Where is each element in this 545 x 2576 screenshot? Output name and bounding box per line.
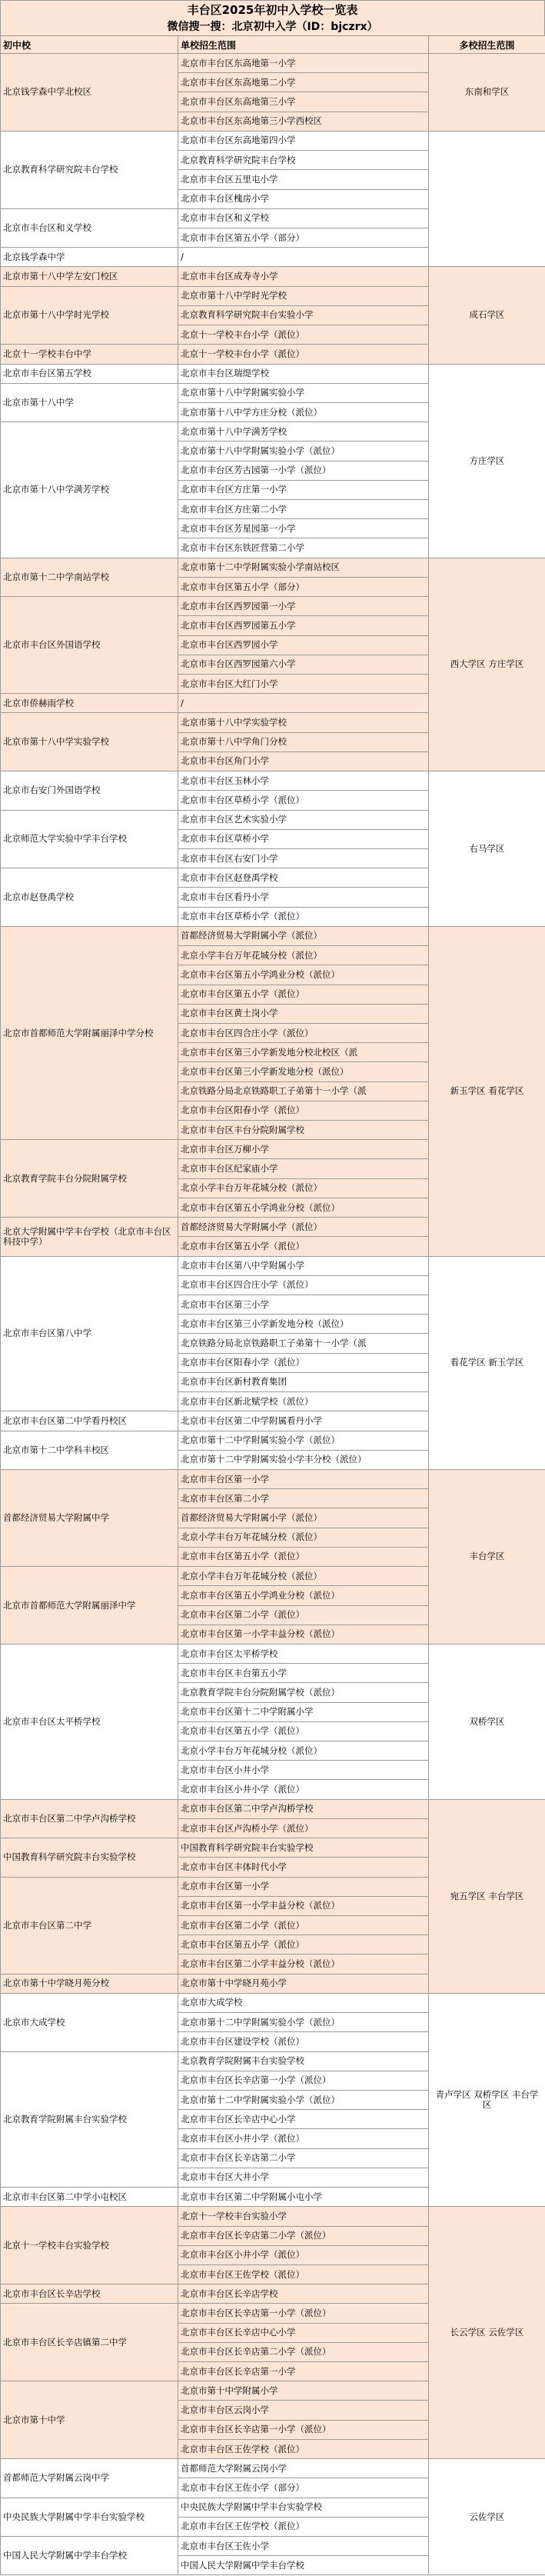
single-school-range-cell: 中国教育科学研究院丰台实验学校 [178,1838,429,1858]
school-name-cell: 北京市首都师范大学附属丽泽中学分校 [1,926,178,1139]
school-name-cell: 北京市第十八中学满芳学校 [1,422,178,558]
single-school-range-cell: 北京十一学校丰台小学（派位） [178,345,429,364]
single-school-range-cell: 北京市丰台区第二中学附属看丹小学 [178,1411,429,1431]
multi-school-range-cell: 新玉学区 看花学区 [429,926,545,1256]
table-row [1,54,545,73]
single-school-range-cell: 北京市丰台区东高地第二小学 [178,73,429,92]
single-school-range-cell: 北京市丰台区丰台第五小学 [178,1664,429,1683]
single-school-range-cell: 北京市丰台区西罗园第一小学 [178,597,429,616]
single-school-range-cell: 北京市第十八中学实验学校 [178,713,429,732]
header-multi-school-range: 多校招生范围 [429,36,545,54]
school-name-cell: 北京市右安门外国语学校 [1,771,178,810]
table-row [1,1644,545,1663]
school-name-cell: 北京市丰台区第二中学看丹校区 [1,1411,178,1431]
multi-school-range-cell: 宛五学区 丰台学区 [429,1799,545,1993]
school-name-cell: 中国人民大学附属中学丰台学校 [1,2537,178,2575]
single-school-range-cell: / [178,248,429,267]
single-school-range-cell: 北京市丰台区王佐学校（派位） [178,2439,429,2458]
single-school-range-cell: 北京市丰台区第三小学新发地分校（派位） [178,1062,429,1081]
single-school-range-cell: 北京市丰台区丰台分院附属学校 [178,1121,429,1140]
school-name-cell: 北京市侨赫雨学校 [1,694,178,713]
table-row [1,267,545,286]
single-school-range-cell: 北京小学丰台万年花城分校（派位） [178,946,429,965]
single-school-range-cell: 北京市丰台区太平桥学校 [178,1644,429,1663]
single-school-range-cell: 北京市第十中学晓月苑小学 [178,1974,429,1993]
multi-school-range-cell [429,131,545,267]
school-name-cell: 北京钱学森中学 [1,248,178,267]
table-row [1,926,545,945]
school-name-cell: 北京市第十中学晓月苑分校 [1,1974,178,1993]
single-school-range-cell: 北京教育学院丰台分院附属学校（派位） [178,1683,429,1702]
multi-school-range-cell: 西大学区 方庄学区 [429,558,545,771]
single-school-range-cell: 北京教育科学研究院丰台学校 [178,151,429,170]
school-name-cell: 北京市第十中学 [1,2381,178,2459]
single-school-range-cell: 北京市丰台区第五小学（派位） [178,1935,429,1954]
school-name-cell: 北京钱学森中学北校区 [1,54,178,132]
single-school-range-cell: 北京十一学校丰台实验小学 [178,2207,429,2226]
single-school-range-cell: 北京市丰台区长辛店第一小学（派位） [178,2071,429,2090]
page-title: 丰台区2025年初中入学校一览表 [0,0,545,18]
single-school-range-cell: 北京市丰台区第五小学（派位） [178,1547,429,1566]
single-school-range-cell: 北京市丰台区第一小学丰益分校（派位） [178,1625,429,1644]
single-school-range-cell: 北京市丰台区玉林小学 [178,771,429,791]
single-school-range-cell: 北京市丰台区王佐学校（派位） [178,2517,429,2536]
single-school-range-cell: 北京市丰台区长辛店第一小学 [178,2362,429,2381]
single-school-range-cell: 北京市丰台区小井小学（派位） [178,1780,429,1799]
single-school-range-cell: 首都经济贸易大学附属小学（派位） [178,1508,429,1528]
school-name-cell: 首都经济贸易大学附属中学 [1,1469,178,1566]
multi-school-range-cell: 双桥学区 [429,1644,545,1799]
multi-school-range-cell: 丰台学区 [429,1469,545,1644]
table-row [1,364,545,383]
single-school-range-cell: 北京市丰台区第二小学 [178,1489,429,1508]
multi-school-range-cell: 东南和学区 [429,54,545,132]
single-school-range-cell: 北京市丰台区第十二中学附属小学 [178,1702,429,1721]
single-school-range-cell: 北京市丰台区云岗小学 [178,2401,429,2420]
single-school-range-cell: 北京市丰台区看丹小学 [178,888,429,907]
single-school-range-cell: 北京市丰台区阳春小学（派位） [178,1101,429,1120]
single-school-range-cell: 北京市第十八中学附属实验小学 [178,383,429,402]
single-school-range-cell: 北京市丰台区东高地第一小学 [178,54,429,73]
multi-school-range-cell: 云佐学区 [429,2459,545,2575]
school-name-cell: 北京市赵登禹学校 [1,868,178,927]
multi-school-range-cell: 看花学区 新玉学区 [429,1256,545,1469]
single-school-range-cell: 北京市第十八中学方庄分校（派位） [178,402,429,422]
table-row [1,1993,545,2012]
single-school-range-cell: 北京市丰台区角门小学 [178,751,429,771]
table-row [1,2207,545,2226]
multi-school-range-cell: 方庄学区 [429,364,545,558]
school-name-cell: 北京市丰台区长辛店镇第二中学 [1,2304,178,2381]
single-school-range-cell: 首都师范大学附属云岗小学 [178,2459,429,2478]
single-school-range-cell: 北京市丰台区第二小学丰益分校（派位） [178,1954,429,1974]
single-school-range-cell: 北京教育学院附属丰台实验学校 [178,2051,429,2071]
single-school-range-cell: 北京市丰台区第二中学附属小屯小学 [178,2188,429,2207]
single-school-range-cell: 北京市第十八中学附属实验小学（派位） [178,442,429,461]
multi-school-range-cell: 右马学区 [429,771,545,927]
single-school-range-cell: 北京市丰台区小井小学 [178,1761,429,1780]
single-school-range-cell: 北京市丰台区槐房小学 [178,189,429,208]
single-school-range-cell: 北京市丰台区第二小学（派位） [178,1916,429,1935]
single-school-range-cell: 北京市丰台区丰体时代小学 [178,1858,429,1877]
single-school-range-cell: 北京市丰台区长辛店第二小学 [178,2148,429,2168]
school-name-cell: 北京市第十八中学实验学校 [1,713,178,771]
single-school-range-cell: 北京市丰台区第五小学（派位） [178,1237,429,1256]
single-school-range-cell: 北京市丰台区长辛店中心小学 [178,2110,429,2129]
school-name-cell: 北京师范大学实验中学丰台学校 [1,810,178,868]
single-school-range-cell: 北京市丰台区王佐小学（部分） [178,2478,429,2498]
single-school-range-cell: 北京市丰台区第三小学新发地分校北校区（派 [178,1043,429,1062]
single-school-range-cell: 北京市丰台区长辛店第二小学（派位） [178,2226,429,2245]
table-row [1,1256,545,1275]
school-name-cell: 中国教育科学研究院丰台实验学校 [1,1838,178,1877]
single-school-range-cell: 北京市丰台区芳古园第一小学（派位） [178,461,429,480]
table-row [1,2459,545,2478]
school-name-cell: 北京市丰台区第二中学卢沟桥学校 [1,1799,178,1838]
single-school-range-cell: 北京市丰台区芳星园第一小学 [178,519,429,538]
single-school-range-cell: 北京市第十中学附属小学 [178,2381,429,2401]
single-school-range-cell: 北京市丰台区第五小学鸿业分校（派位） [178,965,429,985]
table-header-row [1,36,545,54]
single-school-range-cell: 北京市丰台区第五小学（派位） [178,1721,429,1741]
school-name-cell: 中央民族大学附属中学丰台实验学校 [1,2498,178,2536]
single-school-range-cell: 北京市丰台区右安门小学 [178,848,429,868]
school-name-cell: 北京市第十二中学南站学校 [1,558,178,596]
single-school-range-cell: 北京市丰台区东铁匠营第二小学 [178,538,429,558]
single-school-range-cell: 北京小学丰台万年花城分校（派位） [178,1178,429,1198]
single-school-range-cell: 北京市丰台区卢沟桥小学（派位） [178,1818,429,1838]
single-school-range-cell: 北京市第十二中学附属实验小学丰分校（派位） [178,1450,429,1469]
single-school-range-cell: 北京市丰台区万柳小学 [178,1140,429,1159]
table-row [1,1799,545,1818]
single-school-range-cell: 北京市丰台区小井小学（派位） [178,2129,429,2148]
single-school-range-cell: / [178,694,429,713]
school-name-cell: 北京市丰台区长辛店学校 [1,2284,178,2304]
school-name-cell: 北京市丰台区第五学校 [1,364,178,383]
single-school-range-cell: 北京市第十八中学时光学校 [178,286,429,305]
single-school-range-cell: 北京市丰台区四合庄小学（派位） [178,1023,429,1042]
single-school-range-cell: 北京市丰台区瑞缇学校 [178,364,429,383]
single-school-range-cell: 北京市丰台区黄土岗小学 [178,1004,429,1023]
school-name-cell: 北京教育学院丰台分院附属学校 [1,1140,178,1218]
single-school-range-cell: 北京市丰台区王佐小学 [178,2537,429,2556]
single-school-range-cell: 北京市丰台区东高地第三小学 [178,92,429,112]
single-school-range-cell: 北京市丰台区长辛店第一小学（派位） [178,2420,429,2439]
table-body [1,54,545,2575]
single-school-range-cell: 北京市丰台区东高地第三小学西校区 [178,112,429,131]
single-school-range-cell: 北京市丰台区第八中学附属小学 [178,1256,429,1275]
school-name-cell: 北京市丰台区第二中学小屯校区 [1,2188,178,2207]
school-name-cell: 北京市丰台区外国语学校 [1,597,178,694]
table-row [1,1469,545,1488]
table-row [1,558,545,577]
single-school-range-cell: 北京市丰台区第一小学丰益分校（派位） [178,1896,429,1915]
school-name-cell: 北京市丰台区和义学校 [1,208,178,247]
admission-table [0,35,545,2575]
single-school-range-cell: 北京市丰台区四合庄小学（派位） [178,1275,429,1295]
single-school-range-cell: 北京市丰台区第五小学鸿业分校（派位） [178,1198,429,1217]
page-subtitle: 微信搜一搜：北京初中入学（ID：bjczrx） [0,18,545,35]
single-school-range-cell: 北京市丰台区第五小学（部分） [178,577,429,596]
single-school-range-cell: 北京市丰台区五里屯小学 [178,170,429,189]
single-school-range-cell: 北京市丰台区西罗园小学 [178,635,429,655]
single-school-range-cell: 北京市丰台区和义学校 [178,208,429,228]
single-school-range-cell: 北京市大成学校 [178,1993,429,2012]
single-school-range-cell: 北京市丰台区西罗园第六小学 [178,655,429,674]
single-school-range-cell: 北京市丰台区阳春小学（派位） [178,1353,429,1372]
single-school-range-cell: 北京市丰台区第五小学鸿业分校（派位） [178,1586,429,1605]
header-single-school-range: 单校招生范围 [178,36,429,54]
single-school-range-cell: 北京市丰台区大红门小学 [178,675,429,694]
school-name-cell: 北京市第十二中学科丰校区 [1,1431,178,1469]
single-school-range-cell: 北京市第十八中学满芳学校 [178,422,429,442]
table-row [1,771,545,791]
single-school-range-cell: 北京市丰台区草桥小学 [178,829,429,848]
single-school-range-cell: 北京市丰台区草桥小学（派位） [178,907,429,926]
school-name-cell: 北京十一学校丰台中学 [1,345,178,364]
single-school-range-cell: 北京市丰台区第三小学 [178,1295,429,1315]
single-school-range-cell: 北京市第十二中学附属实验小学（派位） [178,2090,429,2109]
single-school-range-cell: 北京小学丰台万年花城分校（派位） [178,1741,429,1761]
single-school-range-cell: 北京市第十八中学角门分校 [178,732,429,751]
single-school-range-cell: 北京小学丰台万年花城分校（派位） [178,1528,429,1547]
single-school-range-cell: 北京市丰台区西罗园第五小学 [178,616,429,635]
single-school-range-cell: 北京市丰台区第五小学（派位） [178,985,429,1004]
single-school-range-cell: 中国人民大学附属中学丰台学校 [178,2556,429,2575]
single-school-range-cell: 北京市第十二中学附属实验小学（派位） [178,1431,429,1450]
single-school-range-cell: 北京教育科学研究院丰台实验小学 [178,305,429,325]
single-school-range-cell: 北京市丰台区新村教育集团 [178,1372,429,1391]
school-name-cell: 北京教育学院附属丰台实验学校 [1,2051,178,2188]
single-school-range-cell: 北京市丰台区第五小学（部分） [178,228,429,247]
header-middle-school: 初中校 [1,36,178,54]
single-school-range-cell: 北京市丰台区赵登禹学校 [178,868,429,888]
single-school-range-cell: 北京市丰台区草桥小学（派位） [178,791,429,810]
school-name-cell: 北京十一学校丰台实验学校 [1,2207,178,2284]
school-name-cell: 北京大学附属中学丰台学校（北京市丰台区科技中学） [1,1218,178,1256]
single-school-range-cell: 北京市丰台区王佐学校（派位） [178,2264,429,2284]
single-school-range-cell: 北京市第十二中学附属实验小学（派位） [178,2013,429,2032]
school-name-cell: 北京市首都师范大学附属丽泽中学 [1,1567,178,1645]
single-school-range-cell: 北京市丰台区大井小学 [178,2168,429,2187]
school-name-cell: 北京市第十八中学 [1,383,178,422]
school-name-cell: 北京市第十八中学时光学校 [1,286,178,345]
single-school-range-cell: 北京市丰台区小井小学（派位） [178,2245,429,2264]
single-school-range-cell: 北京市丰台区长辛店学校 [178,2284,429,2304]
single-school-range-cell: 北京市丰台区长辛店中心小学 [178,2323,429,2342]
single-school-range-cell: 北京市丰台区第一小学 [178,1469,429,1488]
school-name-cell: 北京市第十八中学左安门校区 [1,267,178,286]
single-school-range-cell: 北京市丰台区方庄第二小学 [178,500,429,519]
single-school-range-cell: 北京市丰台区第二中学卢沟桥学校 [178,1799,429,1818]
school-name-cell: 北京市大成学校 [1,1993,178,2051]
school-name-cell: 北京市丰台区第八中学 [1,1256,178,1411]
school-name-cell: 首都师范大学附属云岗中学 [1,2459,178,2498]
table-row [1,131,545,150]
single-school-range-cell: 北京小学丰台万年花城分校（派位） [178,1567,429,1586]
single-school-range-cell: 北京市丰台区长辛店第一小学（派位） [178,2304,429,2323]
single-school-range-cell: 北京市丰台区东高地第四小学 [178,131,429,150]
single-school-range-cell: 北京市丰台区第三小学新发地分校（派位） [178,1315,429,1334]
single-school-range-cell: 北京市第十二中学附属实验小学南站校区 [178,558,429,577]
multi-school-range-cell: 长云学区 云佐学区 [429,2207,545,2459]
single-school-range-cell: 北京市丰台区第二小学（派位） [178,1605,429,1625]
single-school-range-cell: 北京铁路分局北京铁路职工子弟第十一小学（派 [178,1081,429,1101]
single-school-range-cell: 北京市丰台区建设学校（派位） [178,2032,429,2051]
multi-school-range-cell: 成石学区 [429,267,545,364]
school-name-cell: 北京教育科学研究院丰台学校 [1,131,178,208]
single-school-range-cell: 北京市丰台区艺术实验小学 [178,810,429,829]
single-school-range-cell: 北京市丰台区第一小学 [178,1877,429,1896]
single-school-range-cell: 北京十一学校丰台小学（派位） [178,325,429,345]
school-name-cell: 北京市丰台区太平桥学校 [1,1644,178,1799]
school-name-cell: 北京市丰台区第二中学 [1,1877,178,1974]
single-school-range-cell: 北京市丰台区长辛店第二小学（派位） [178,2342,429,2361]
single-school-range-cell: 中央民族大学附属中学丰台实验学校 [178,2498,429,2517]
single-school-range-cell: 首都经济贸易大学附属小学（派位） [178,926,429,945]
single-school-range-cell: 北京市丰台区方庄第一小学 [178,480,429,499]
multi-school-range-cell: 青卢学区 双桥学区 丰台学区 [429,1993,545,2206]
single-school-range-cell: 首都经济贸易大学附属小学（派位） [178,1218,429,1237]
single-school-range-cell: 北京铁路分局北京铁路职工子弟第十一小学（派 [178,1334,429,1353]
single-school-range-cell: 北京市丰台区纪家庙小学 [178,1159,429,1178]
single-school-range-cell: 北京市丰台区成寿寺小学 [178,267,429,286]
single-school-range-cell: 北京市丰台区新北赋学校（派位） [178,1392,429,1411]
